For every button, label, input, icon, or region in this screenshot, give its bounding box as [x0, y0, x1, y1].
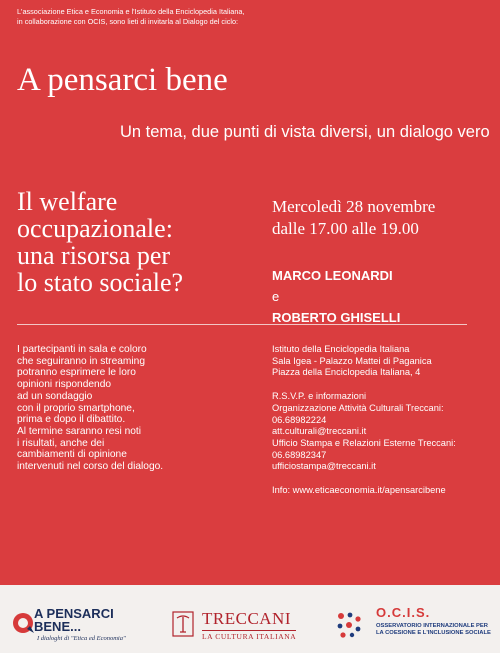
venue-line: Istituto della Enciclopedia Italiana [272, 344, 410, 354]
apb-wordmark [34, 607, 114, 633]
participants-line: Al termine saranno resi noti [17, 425, 142, 437]
apb-tagline: I dialoghi di "Etica ed Economia" [37, 635, 126, 642]
participants-line: con il proprio smartphone, [17, 402, 135, 414]
intro-line: in collaborazione con OCIS, sono lieti di invitarla al Dialogo del ciclo: [17, 17, 239, 26]
ocis-sub-line: LA COESIONE E L'INCLUSIONE SOCIALE [376, 630, 491, 636]
rsvp-email-link[interactable]: ufficiostampa@treccani.it [272, 461, 376, 472]
rsvp-heading: R.S.V.P. e informazioni [272, 391, 367, 402]
speaker-conjunction: e [272, 289, 280, 304]
spacer [272, 379, 487, 391]
ocis-sub-line: OSSERVATORIO INTERNAZIONALE PER [376, 623, 488, 629]
event-date: Mercoledì 28 novembre [272, 197, 436, 216]
venue-line: Piazza della Enciclopedia Italiana, 4 [272, 367, 421, 378]
rsvp-line: Ufficio Stampa e Relazioni Esterne Treccani: [272, 437, 456, 448]
series-subtitle: Un tema, due punti di vista diversi, un dialogo vero [120, 123, 490, 141]
speaker-line [272, 286, 400, 328]
dialogue-topic [17, 188, 267, 296]
participants-line: potranno esprimere le loro [17, 367, 136, 379]
rsvp-line: Organizzazione Attività Culturali Treccani: [272, 402, 444, 413]
participants-text [17, 344, 237, 473]
event-time: dalle 17.00 alle 19.00 [272, 219, 419, 238]
a-pensarci-bene-logo [12, 606, 162, 642]
topic-line: lo stato sociale? [17, 268, 184, 297]
rsvp-phone: 06.68982347 [272, 449, 327, 460]
ocis-subtitle [376, 623, 491, 637]
ocis-logo [336, 603, 496, 643]
speech-bubble-icon [12, 611, 36, 635]
ocis-wordmark: O.C.I.S. [376, 605, 431, 620]
intro-line: L'associazione Etica e Economia e l'Istituto della Enciclopedia Italiana, [17, 7, 245, 16]
treccani-subtitle: LA CULTURA ITALIANA [202, 632, 297, 641]
ocis-dots-icon [336, 611, 362, 639]
spacer [272, 473, 487, 485]
topic-line: occupazionale: [17, 214, 173, 243]
intro-text [17, 7, 337, 27]
speakers [272, 265, 400, 328]
speaker-name: ROBERTO GHISELLI [272, 310, 401, 325]
treccani-emblem-icon [172, 611, 194, 637]
series-title: A pensarci bene [17, 62, 228, 98]
apb-line: BENE... [34, 619, 81, 634]
footer-logos [0, 585, 500, 653]
participants-line: opinioni rispondendo [17, 379, 112, 391]
speaker-name: MARCO LEONARDI [272, 268, 393, 283]
apb-line: A PENSARCI [34, 606, 114, 621]
participants-line: ad un sondaggio [17, 390, 93, 402]
rsvp-email-link[interactable]: att.culturali@treccani.it [272, 426, 367, 437]
info-link[interactable]: Info: www.eticaeconomia.it/apensarcibene [272, 485, 446, 496]
event-info [272, 344, 487, 497]
rsvp-phone: 06.68982224 [272, 414, 327, 425]
venue-line: Sala Igea - Palazzo Mattei di Paganica [272, 355, 432, 366]
participants-line: prima e dopo il dibattito. [17, 414, 126, 426]
topic-line: una risorsa per [17, 241, 171, 270]
participants-line: I partecipanti in sala e coloro [17, 344, 147, 355]
topic-line: Il welfare [17, 187, 118, 216]
treccani-wordmark: TRECCANI [202, 609, 291, 628]
participants-line: che seguiranno in streaming [17, 355, 145, 367]
participants-line: i risultati, anche dei [17, 437, 105, 449]
participants-line: cambiamenti di opinione [17, 449, 127, 461]
divider [17, 324, 467, 325]
participants-line: intervenuti nel corso del dialogo. [17, 461, 164, 473]
treccani-logo [172, 605, 297, 645]
event-datetime [272, 196, 435, 240]
